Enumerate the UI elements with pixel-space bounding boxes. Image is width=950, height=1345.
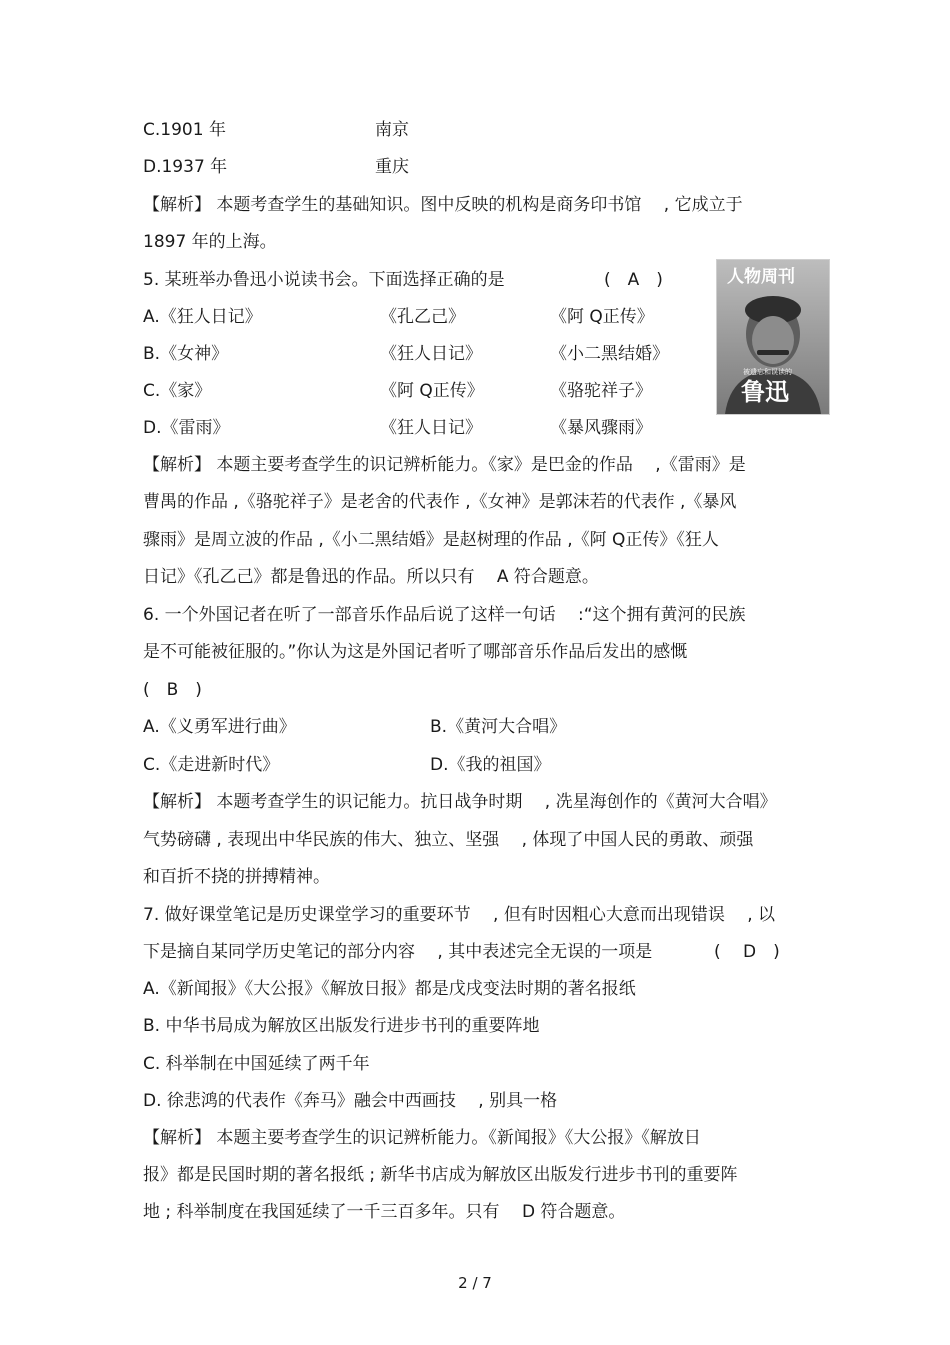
q7-stem: 7. 做好课堂笔记是历史课堂学习的重要环节 , 但有时因粗心大意而出现错误 , 以	[143, 905, 776, 925]
q5-option-a: A.《狂人日记》	[143, 307, 262, 327]
q5-option-d-3: 《暴风骤雨》	[550, 418, 652, 438]
q7-option-a: A.《新闻报》《大公报》《解放日报》都是戊戌变法时期的著名报纸	[143, 979, 636, 999]
q5-stem: 5. 某班举办鲁迅小说读书会。下面选择正确的是	[143, 270, 505, 290]
q6-analysis-line: 气势磅礴 , 表现出中华民族的伟大、独立、坚强 , 体现了中国人民的勇敢、顽强	[143, 830, 754, 850]
q6-option-a: A.《义勇军进行曲》	[143, 717, 296, 737]
q7-option-b: B. 中华书局成为解放区出版发行进步书刊的重要阵地	[143, 1016, 540, 1036]
svg-text:人物周刊: 人物周刊	[727, 267, 795, 287]
q5-option-c: C.《家》	[143, 381, 212, 401]
q4-analysis-line: 【解析】 本题考查学生的基础知识。图中反映的机构是商务印书馆 , 它成立于	[143, 195, 743, 215]
q5-option-c-2: 《阿 Q正传》	[380, 381, 484, 401]
svg-text:被遗忘和误读的: 被遗忘和误读的	[743, 368, 792, 376]
q6-stem: 6. 一个外国记者在听了一部音乐作品后说了这样一句话 :“这个拥有黄河的民族	[143, 605, 746, 625]
q7-answer: ( D )	[714, 942, 780, 962]
q5-option-a-3: 《阿 Q正传》	[550, 307, 654, 327]
q6-analysis-line: 和百折不挠的拼搏精神。	[143, 867, 330, 887]
q5-option-b-3: 《小二黑结婚》	[550, 344, 669, 364]
q7-option-c: C. 科举制在中国延续了两千年	[143, 1054, 370, 1074]
q6-answer: ( B )	[143, 680, 202, 700]
q5-option-a-2: 《孔乙己》	[380, 307, 465, 327]
q6-option-c: C.《走进新时代》	[143, 755, 280, 775]
q6-option-b: B.《黄河大合唱》	[430, 717, 567, 737]
lu-xun-portrait-icon	[717, 260, 829, 414]
q5-option-b-2: 《狂人日记》	[380, 344, 482, 364]
svg-text:鲁迅: 鲁迅	[741, 378, 789, 406]
q4-option-d-place: 重庆	[375, 157, 409, 177]
q6-analysis-line: 【解析】 本题考查学生的识记能力。抗日战争时期 , 冼星海创作的《黄河大合唱》	[143, 792, 777, 812]
magazine-cover-image	[716, 259, 830, 415]
q6-stem: 是不可能被征服的。”你认为这是外国记者听了哪部音乐作品后发出的感慨	[143, 642, 688, 662]
q5-analysis-line: 【解析】 本题主要考查学生的识记辨析能力。《家》是巴金的作品 ,《雷雨》是	[143, 455, 746, 475]
q5-analysis-line: 曹禺的作品 ,《骆驼祥子》是老舍的代表作 ,《女神》是郭沫若的代表作 ,《暴风	[143, 492, 737, 512]
q6-option-d: D.《我的祖国》	[430, 755, 551, 775]
q5-option-b: B.《女神》	[143, 344, 229, 364]
q7-analysis-line: 【解析】 本题主要考查学生的识记辨析能力。《新闻报》《大公报》《解放日	[143, 1128, 701, 1148]
q5-answer: ( A )	[604, 270, 663, 290]
q5-option-d-2: 《狂人日记》	[380, 418, 482, 438]
q4-option-c: C.1901 年	[143, 120, 226, 140]
q7-analysis-line: 地 ; 科举制度在我国延续了一千三百多年。只有 D 符合题意。	[143, 1202, 626, 1222]
page-number: 2 / 7	[458, 1274, 492, 1292]
q4-analysis-line: 1897 年的上海。	[143, 232, 277, 252]
q5-analysis-line: 日记》《孔乙己》都是鲁迅的作品。所以只有 A 符合题意。	[143, 567, 599, 587]
q5-analysis-line: 骤雨》是周立波的作品 ,《小二黑结婚》是赵树理的作品 ,《阿 Q正传》《狂人	[143, 530, 719, 550]
q4-option-d: D.1937 年	[143, 157, 228, 177]
q7-option-d: D. 徐悲鸿的代表作《奔马》融会中西画技 , 别具一格	[143, 1091, 558, 1111]
q5-option-d: D.《雷雨》	[143, 418, 230, 438]
q5-option-c-3: 《骆驼祥子》	[550, 381, 652, 401]
q7-analysis-line: 报》都是民国时期的著名报纸 ; 新华书店成为解放区出版发行进步书刊的重要阵	[143, 1165, 738, 1185]
q4-option-c-place: 南京	[375, 120, 409, 140]
q7-stem: 下是摘自某同学历史笔记的部分内容 , 其中表述完全无误的一项是	[143, 942, 653, 962]
